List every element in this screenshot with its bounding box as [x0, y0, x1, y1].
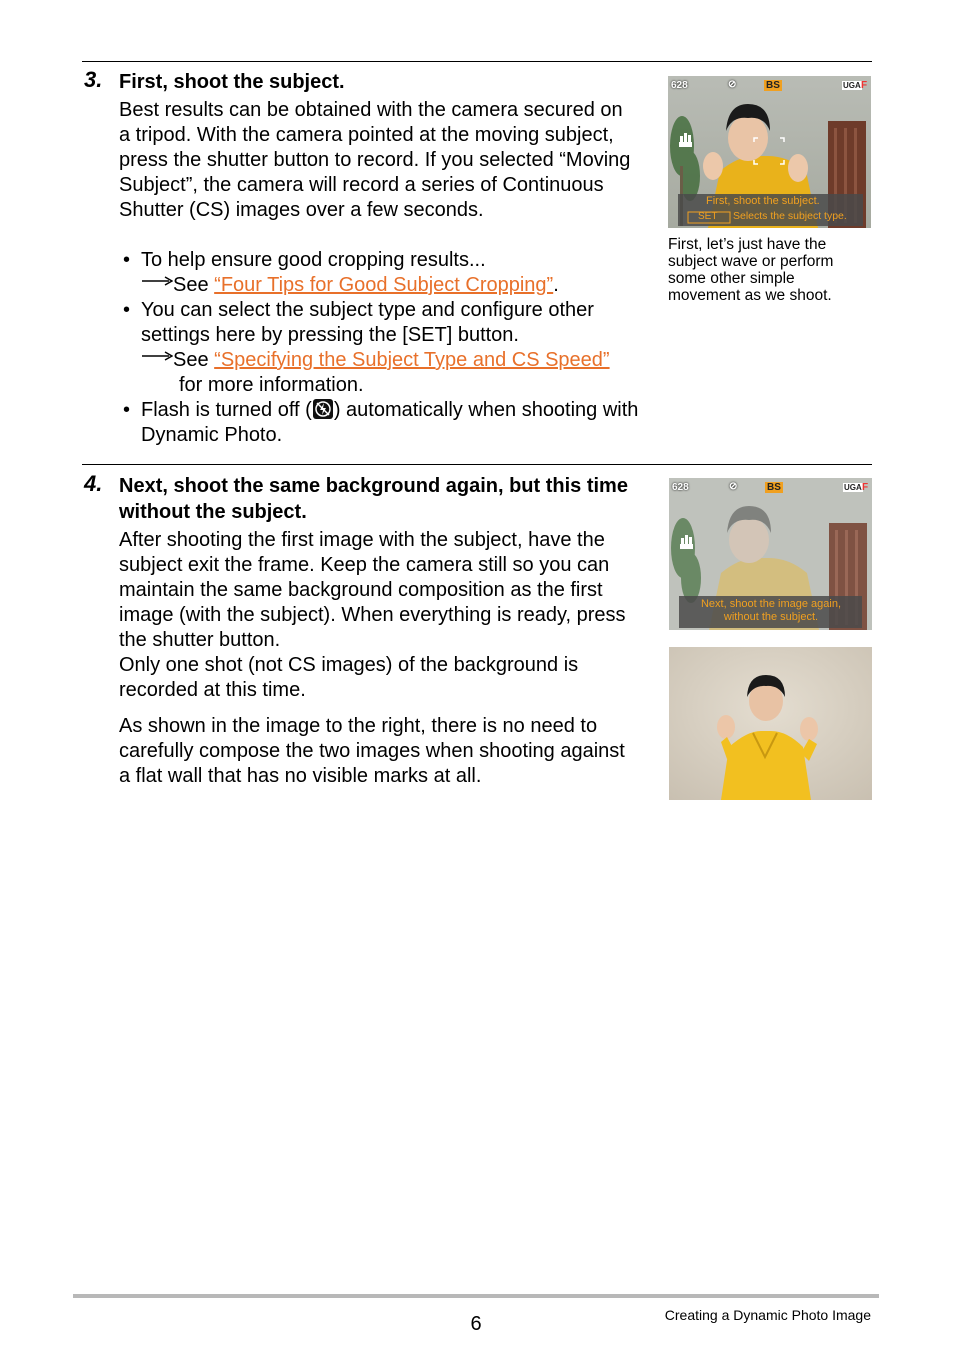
flash-off-indicator-icon: ⊘ — [729, 481, 738, 492]
bullet-dot: • — [123, 299, 131, 321]
bullet-dot: • — [123, 249, 131, 271]
see-suffix: for more information. — [179, 374, 364, 396]
step-4-number: 4. — [84, 471, 103, 496]
bullet-flash: Flash is turned off ( ) automatically when shooting with Dynamic Photo. — [141, 399, 639, 446]
step-4-body-3: As shown in the image to the right, there is no need to carefully compose the two images when shooting against a flat wall that has no visible marks at all. — [119, 715, 625, 787]
step-3-body: Best results can be obtained with the camera secured on a tripod. With the camera pointed at the moving subject, press the shutter button to record. If you selected “Moving Subject”, the camera will record a series of Continuous Shutter (CS) images over a few seconds. — [119, 99, 631, 221]
step-divider — [82, 464, 872, 465]
size-badge: UGA — [843, 81, 861, 90]
screen-message: First, shoot the subject. — [706, 195, 820, 207]
size-badge: UGA — [844, 483, 862, 492]
page-number: 6 — [470, 1313, 482, 1335]
top-divider — [82, 61, 872, 62]
link-subject-type-cs-speed[interactable]: “Specifying the Subject Type and CS Speed” — [214, 349, 610, 371]
set-label: SET — [698, 211, 718, 222]
step-3-heading: First, shoot the subject. — [119, 71, 345, 93]
step-4-body: After shooting the first image with the subject, have the subject exit the frame. Keep the camera still so you can maintain the same background composition as the first image (with the subject). When everything is ready, press the shutter button. — [119, 529, 626, 651]
arrow-icon — [141, 268, 173, 293]
child-photo — [669, 647, 872, 800]
bullet-set-button: You can select the subject type and configure other settings here by pressing the [SET] button. — [141, 299, 594, 346]
camera-screen-image-2 — [669, 478, 872, 630]
cs-badge: BS — [767, 482, 781, 493]
cs-badge: BS — [766, 80, 780, 91]
link-four-tips[interactable]: “Four Tips for Good Subject Cropping” — [214, 274, 554, 296]
shots-remaining: 628 — [672, 482, 689, 493]
footer-bar — [73, 1294, 879, 1298]
flag-badge: F — [861, 80, 868, 91]
shots-remaining: 628 — [671, 80, 688, 91]
see-subject-type-line: See “Specifying the Subject Type and CS Speed” — [141, 348, 610, 373]
see-cropping-line: See “Four Tips for Good Subject Cropping”. — [141, 273, 559, 298]
flash-off-icon — [313, 399, 333, 419]
step-4-body-2: Only one shot (not CS images) of the background is recorded at this time. — [119, 654, 579, 701]
flag-badge: F — [862, 482, 869, 493]
camera-screen-image-1 — [668, 76, 871, 228]
screen-message: Next, shoot the image again, without the subject. — [700, 598, 842, 623]
step-3-number: 3. — [84, 67, 103, 92]
arrow-icon — [141, 343, 173, 368]
set-message: Selects the subject type. — [733, 210, 847, 222]
step-4-heading: Next, shoot the same background again, but this time without the subject. — [119, 475, 628, 523]
flash-off-indicator-icon: ⊘ — [728, 79, 737, 90]
bullet-dot: • — [123, 399, 131, 421]
bullet-cropping: To help ensure good cropping results... — [141, 249, 486, 271]
image-1-caption: First, let’s just have the subject wave or perform some other simple movement as we shoot. — [668, 236, 834, 304]
footer-section-title: Creating a Dynamic Photo Image — [664, 1307, 871, 1323]
